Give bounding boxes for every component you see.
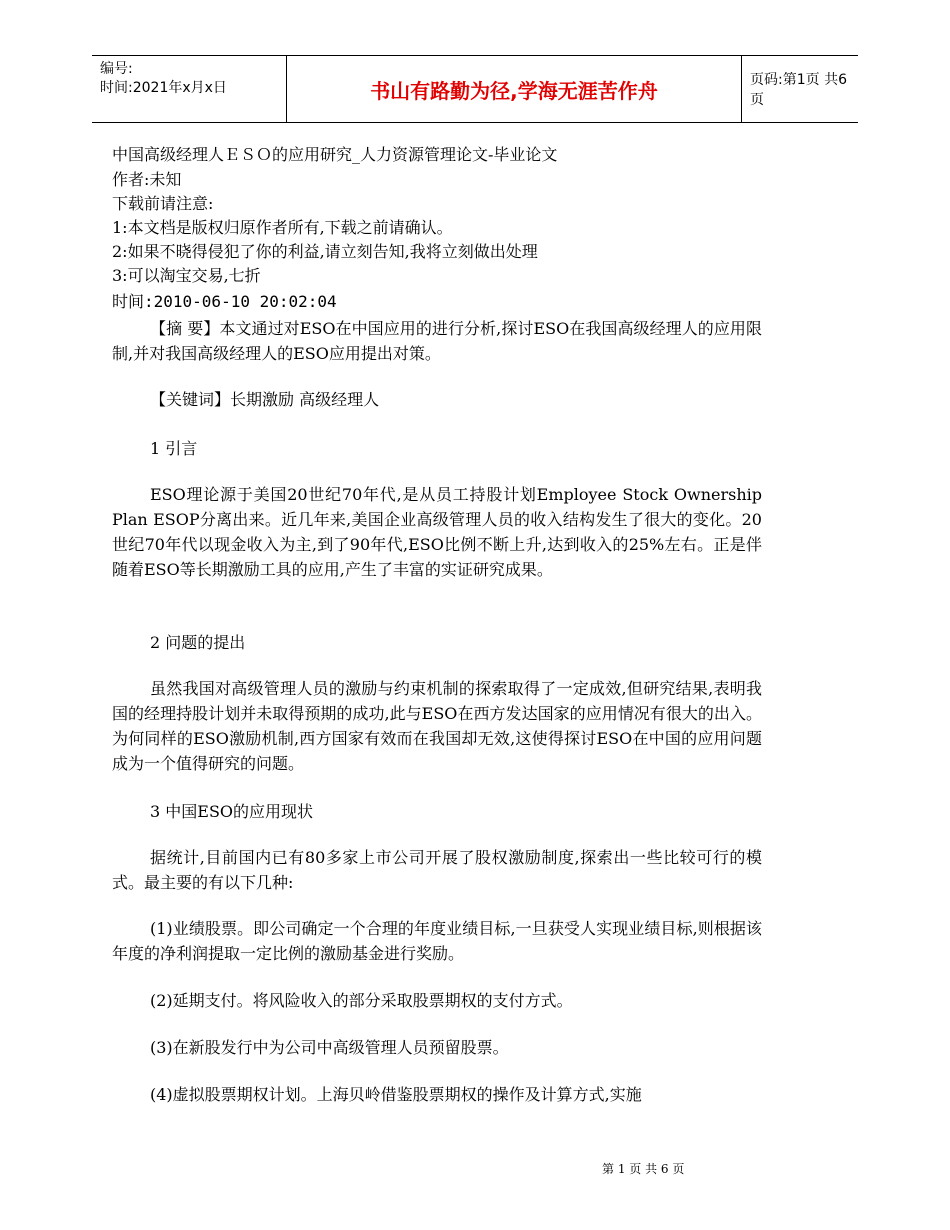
header-page-cell bbox=[740, 56, 858, 122]
page-info: 页码:第1页 共6页 bbox=[750, 72, 847, 108]
doc-title: 中国高级经理人ＥＳＯ的应用研究_人力资源管理论文-毕业论文 bbox=[112, 145, 558, 164]
notice-title: 下载前请注意: bbox=[112, 194, 214, 213]
list-item-4: (4)虚拟股票期权计划。上海贝岭借鉴股票期权的操作及计算方式,实施 bbox=[150, 1085, 642, 1104]
section-2-paragraph: 虽然我国对高级管理人员的激励与约束机制的探索取得了一定成效,但研究结果,表明我国的经理持股计划并未取得预期的成功,此与ESO在西方发达国家的应用情况有很大的出入。为何同样的ESO激励机制,西方国家有效而在我国却无效,这使得探讨ESO在中国的应用问题成为一个值得研究的问题。 bbox=[112, 679, 762, 773]
list-item-3: (3)在新股发行中为公司中高级管理人员预留股票。 bbox=[150, 1038, 509, 1057]
section-3-paragraph: 据统计,目前国内已有80多家上市公司开展了股权激励制度,探索出一些比较可行的模式。最主要的有以下几种: bbox=[112, 848, 762, 892]
section-3-heading: 3 中国ESO的应用现状 bbox=[150, 802, 314, 821]
notice-1: 1:本文档是版权归原作者所有,下载之前请确认。 bbox=[112, 218, 453, 237]
keywords-line: 【关键词】长期激励 高级经理人 bbox=[150, 390, 380, 409]
header-left-cell bbox=[92, 56, 286, 122]
doc-time: 时间:2010-06-10 20:02:04 bbox=[112, 292, 337, 311]
notice-2: 2:如果不晓得侵犯了你的利益,请立刻告知,我将立刻做出处理 bbox=[112, 242, 538, 261]
notice-3: 3:可以淘宝交易,七折 bbox=[112, 266, 261, 285]
abstract-paragraph: 【摘 要】本文通过对ESO在中国应用的进行分析,探讨ESO在我国高级经理人的应用限制,并对我国高级经理人的ESO应用提出对策。 bbox=[112, 319, 762, 363]
header-motto-cell bbox=[286, 56, 742, 122]
motto-text: 书山有路勤为径,学海无涯苦作舟 bbox=[370, 78, 658, 103]
time-label: 时间:2021年x月x日 bbox=[100, 80, 227, 96]
section-1-heading: 1 引言 bbox=[150, 439, 198, 458]
page-header bbox=[92, 55, 858, 123]
page-footer: 第 1 页 共 6 页 bbox=[602, 1162, 685, 1176]
doc-author: 作者:未知 bbox=[112, 170, 182, 189]
section-1-paragraph: ESO理论源于美国20世纪70年代,是从员工持股计划Employee Stock Ownership Plan ESOP分离出来。近几年来,美国企业高级管理人员的收入结构发生了很大的变化。20世纪70年代以现金收入为主,到了90年代,ESO比例不断上升,达到收入的25%左右。正是伴随着ESO等长期激励工具的应用,产生了丰富的实证研究成果。 bbox=[112, 485, 762, 579]
list-item-2: (2)延期支付。将风险收入的部分采取股票期权的支付方式。 bbox=[150, 991, 573, 1010]
list-item-1: (1)业绩股票。即公司确定一个合理的年度业绩目标,一旦获受人实现业绩目标,则根据该年度的净利润提取一定比例的激励基金进行奖励。 bbox=[112, 919, 762, 963]
number-label: 编号: bbox=[100, 61, 133, 77]
section-2-heading: 2 问题的提出 bbox=[150, 633, 246, 652]
